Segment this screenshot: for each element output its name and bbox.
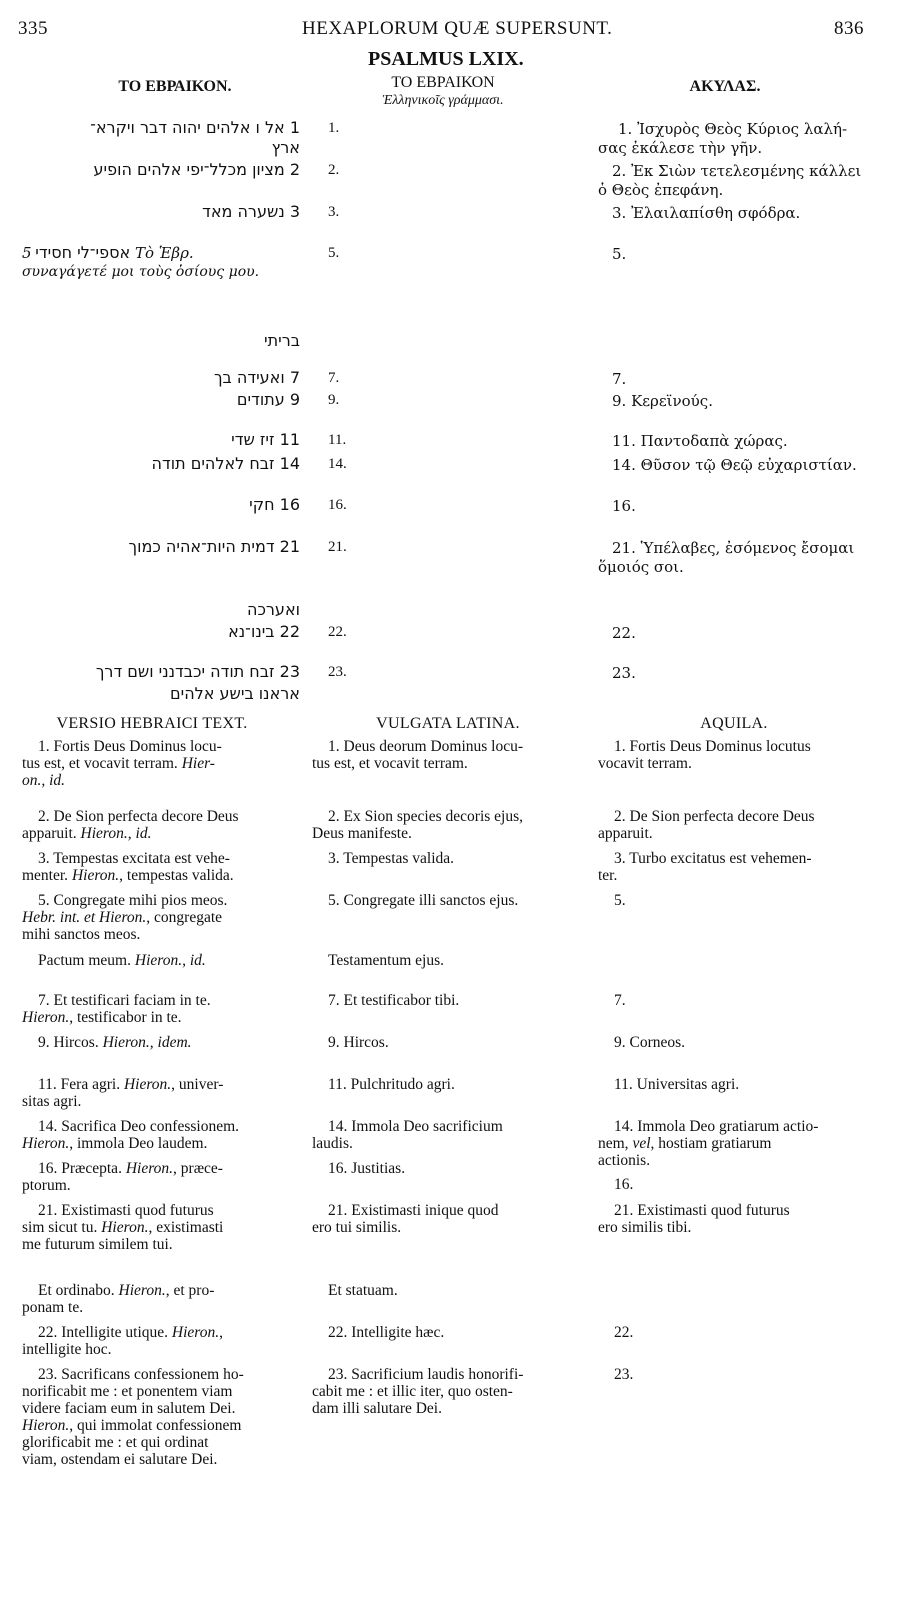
aquila-latin-9: 9. Corneos. (614, 1034, 686, 1051)
hebrew-verse-7: 7 ואעידה בך (213, 368, 300, 387)
hebrew-verse-16: 16 חקי (249, 495, 300, 514)
versio-11: 11. Fera agri. Hieron., univer- sitas agri. (22, 1076, 224, 1110)
hebrew-vaarchah: ואערכה (246, 600, 300, 619)
hebrew-verse-22: 22 בינו־נא (228, 622, 300, 641)
vulgata-11: 11. Pulchritudo agri. (328, 1076, 455, 1093)
hebrew-verse-2: 2 מציון מכלל־יפי אלהים הופיע (93, 160, 300, 179)
versio-14: 14. Sacrifica Deo confessionem. Hieron., immola Deo laudem. (22, 1118, 240, 1152)
aquila-greek-2: 2. Ἐκ Σιὼν τετελεσμένης κάλλει (612, 162, 862, 180)
hebrew-verse-5: אספי־לי חסידי (35, 243, 131, 262)
aquila-greek-5: 5. (612, 245, 627, 263)
page-number-right: 836 (834, 18, 864, 39)
aquila-greek-23: 23. (612, 664, 636, 682)
translit-num: 21. (328, 539, 347, 555)
aquila-greek-16: 16. (612, 497, 636, 515)
hebrew-verse-11: 11 זיז שדי (231, 430, 300, 449)
aquila-greek-3: 3. Ἐλαιλαπίσθη σφόδρα. (612, 204, 801, 222)
vulgata-7: 7. Et testificabor tibi. (328, 992, 460, 1009)
aquila-latin-23: 23. (614, 1366, 634, 1383)
versio-22: 22. Intelligite utique. Hieron., intelligite hoc. (22, 1324, 223, 1358)
hebrew-berith: בריתי (264, 331, 300, 350)
versio-23: 23. Sacrificans confessionem ho- norificabit me : et ponentem viam videre faciam eum in salutem Dei. Hieron., qui immolat confessionem glorificabit me : et qui ordinat viam, ostendam ei salutare Dei. (22, 1366, 244, 1468)
vulgata-9: 9. Hircos. (328, 1034, 389, 1051)
vulgata-23: 23. Sacrificium laudis honorifi- cabit me : et illic iter, quo osten- dam illi salutare Dei. (312, 1366, 524, 1417)
aquila-greek-14: 14. Θῦσον τῷ Θεῷ εὐχαριστίαν. (612, 456, 857, 474)
translit-num: 14. (328, 456, 347, 472)
aquila-latin-21: 21. Existimasti quod futurus ero similis tibi. (598, 1202, 790, 1236)
hebrew-note-5-greek: συναγάγετέ μοι τοὺς ὁσίους μου. (22, 264, 260, 280)
vulgata-21: 21. Existimasti inique quod ero tui similis. (312, 1202, 499, 1236)
vulgata-14: 14. Immola Deo sacrificium laudis. (312, 1118, 503, 1152)
aquila-latin-22: 22. (614, 1324, 634, 1341)
aquila-greek-21-cont: ὅμοιός σοι. (598, 558, 684, 576)
aquila-latin-16: 16. (614, 1176, 634, 1193)
vulgata-16: 16. Justitias. (328, 1160, 406, 1177)
translit-num: 2. (328, 162, 340, 178)
aquila-greek-2-cont: ὁ Θεὸς ἐπεφάνη. (598, 181, 724, 199)
hebrew-verse-9: 9 עתודים (236, 390, 300, 409)
vulgata-3: 3. Tempestas valida. (328, 850, 455, 867)
aquila-latin-3: 3. Turbo excitatus est vehemen- ter. (598, 850, 812, 884)
hebrew-verse-14: 14 זבח לאלהים תודה (151, 454, 300, 473)
versio-21: 21. Existimasti quod futurus sim sicut tu. Hieron., existimasti me futurum similem tui. (22, 1202, 224, 1253)
versio-ordinabo: Et ordinabo. Hieron., et pro- ponam te. (22, 1282, 215, 1316)
vulgata-1: 1. Deus deorum Dominus locu- tus est, et vocavit terram. (312, 738, 524, 772)
aquila-latin-7: 7. (614, 992, 626, 1009)
page-number-left: 335 (18, 18, 48, 39)
aquila-greek-7: 7. (612, 370, 627, 388)
versio-9: 9. Hircos. Hieron., idem. (38, 1034, 192, 1051)
translit-num: 11. (328, 432, 347, 448)
versio-16: 16. Præcepta. Hieron., præce- ptorum. (22, 1160, 223, 1194)
psalm-title: PSALMUS LXIX. (368, 48, 524, 70)
hebrew-verse-21: 21 דמית היות־אהיה כמוך (128, 537, 300, 556)
translit-num: 7. (328, 370, 340, 386)
aquila-latin-2: 2. De Sion perfecta decore Deus apparuit. (598, 808, 815, 842)
hebrew-verse-23-cont: אראנו בישע אלהים (170, 684, 300, 703)
aquila-greek-1-cont: σας ἐκάλεσε τὴν γῆν. (598, 139, 763, 157)
aquila-latin-5: 5. (614, 892, 626, 909)
vulgata-5: 5. Congregate illi sanctos ejus. (328, 892, 519, 909)
aquila-latin-14: 14. Immola Deo gratiarum actio- nem, vel, hostiam gratiarum actionis. (598, 1118, 819, 1169)
versio-5: 5. Congregate mihi pios meos. Hebr. int. et Hieron., congregate mihi sanctos meos. (22, 892, 228, 943)
aquila-greek-1: 1. Ἰσχυρὸς Θεὸς Κύριος λαλή- (618, 120, 848, 138)
translit-num: 23. (328, 664, 347, 680)
upper-col3-heading: ΑΚΥΛΑΣ. (689, 78, 761, 95)
versio-pactum: Pactum meum. Hieron., id. (38, 952, 206, 969)
lower-col2-heading: VULGATA LATINA. (376, 715, 520, 732)
aquila-latin-1: 1. Fortis Deus Dominus locutus vocavit terram. (598, 738, 811, 772)
lower-col1-heading: VERSIO HEBRAICI TEXT. (56, 715, 248, 732)
lower-col3-heading: AQUILA. (700, 715, 768, 732)
aquila-greek-22: 22. (612, 624, 636, 642)
translit-num: 1. (328, 120, 340, 136)
vulgata-22: 22. Intelligite hæc. (328, 1324, 445, 1341)
aquila-latin-11: 11. Universitas agri. (614, 1076, 740, 1093)
versio-7: 7. Et testificari faciam in te. Hieron., testificabor in te. (22, 992, 211, 1026)
vulgata-statuam: Et statuam. (328, 1282, 398, 1299)
aquila-greek-9: 9. Κερεϊνούς. (612, 392, 713, 410)
hebrew-verse-5-line (22, 243, 194, 263)
aquila-greek-21: 21. Ὑπέλαβες, ἐσόμενος ἔσομαι (612, 539, 855, 557)
versio-1: 1. Fortis Deus Dominus locu- tus est, et vocavit terram. Hier- on., id. (22, 738, 222, 789)
upper-col1-heading: ΤΟ ΕΒΡΑΙΚΟΝ. (118, 78, 232, 95)
running-title: HEXAPLORUM QUÆ SUPERSUNT. (302, 18, 613, 39)
hebrew-verse-3: 3 נשערה מאד (202, 202, 300, 221)
translit-num: 22. (328, 624, 347, 640)
translit-num: 3. (328, 204, 340, 220)
vulgata-2: 2. Ex Sion species decoris ejus, Deus manifeste. (312, 808, 524, 842)
hebrew-verse-23: 23 זבח תודה יכבדנני ושם דרך (95, 662, 300, 681)
aquila-greek-11: 11. Παντοδαπὰ χώρας. (612, 432, 788, 450)
hebrew-verse-1: 1 אל ו אלהים יהוה דבר ויקרא־ (90, 118, 300, 137)
hebrew-note-5: 5 Τὸ Ἑβρ. (22, 244, 194, 262)
vulgata-testamentum: Testamentum ejus. (328, 952, 445, 969)
versio-3: 3. Tempestas excitata est vehe- menter. Hieron., tempestas valida. (22, 850, 234, 884)
upper-col2-subheading: Ἑλληνικοῖς γράμμασι. (382, 93, 504, 108)
translit-num: 5. (328, 245, 340, 261)
translit-num: 16. (328, 497, 347, 513)
versio-2: 2. De Sion perfecta decore Deus apparuit. Hieron., id. (22, 808, 239, 842)
upper-col2-heading: ΤΟ ΕΒΡΑΙΚΟΝ (391, 74, 495, 91)
translit-num: 9. (328, 392, 340, 408)
hebrew-verse-1-cont: ארץ (271, 138, 300, 157)
